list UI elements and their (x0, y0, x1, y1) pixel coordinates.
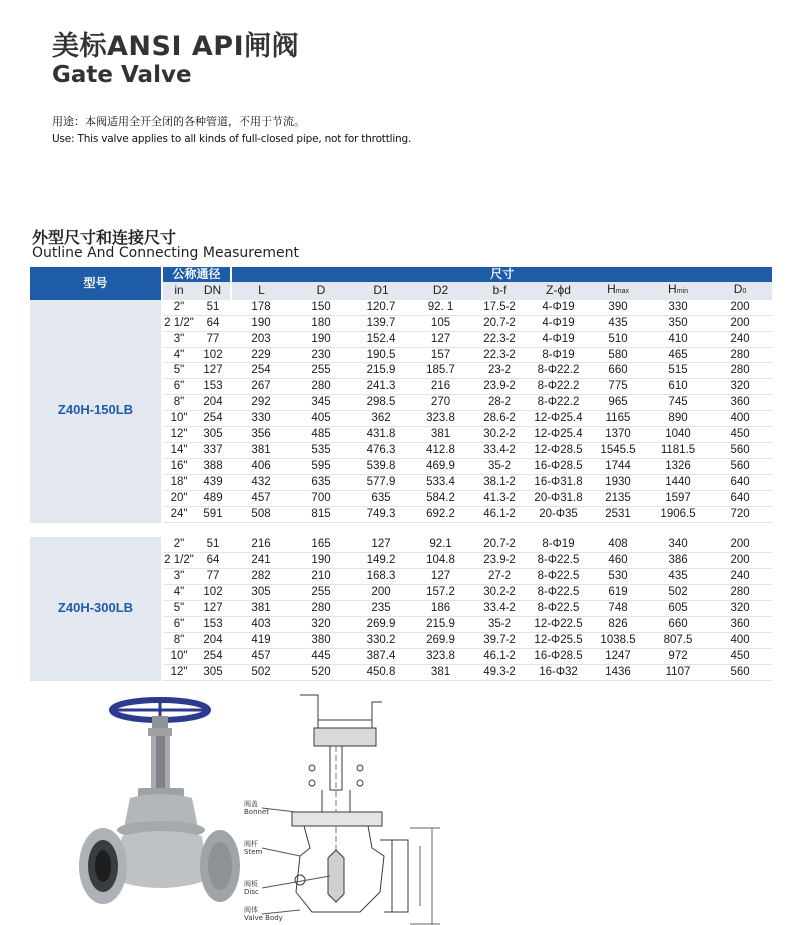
table-cell-d: 380 (291, 632, 351, 648)
table-cell-in: 20" (162, 490, 195, 506)
dimension-table (30, 267, 772, 681)
table-cell-d0: 320 (708, 601, 772, 617)
table-cell-d0: 450 (708, 648, 772, 664)
table-cell-d0: 450 (708, 427, 772, 443)
table-cell-d1: 200 (351, 585, 411, 601)
table-cell-d0: 560 (708, 458, 772, 474)
model-name-cell: Z40H-150LB (30, 300, 162, 522)
table-cell-h-max: 390 (588, 300, 648, 315)
table-cell-z-d: 8-Φ22.2 (529, 379, 588, 395)
page-title-en: Gate Valve (52, 62, 192, 88)
table-cell-l: 381 (231, 442, 291, 458)
table-cell-dn: 305 (195, 427, 231, 443)
table-cell-dn: 102 (195, 347, 231, 363)
table-cell-d1: 241.3 (351, 379, 411, 395)
table-cell-dn: 204 (195, 395, 231, 411)
table-cell-d: 150 (291, 300, 351, 315)
table-cell-h-max: 1436 (588, 664, 648, 680)
table-cell-in: 18" (162, 474, 195, 490)
table-cell-z-d: 12-Φ25.4 (529, 427, 588, 443)
table-cell-d: 445 (291, 648, 351, 664)
table-cell-l: 203 (231, 331, 291, 347)
table-cell-in: 6" (162, 379, 195, 395)
table-cell-l: 292 (231, 395, 291, 411)
table-cell-l: 457 (231, 648, 291, 664)
column-header-h-max: Hmax (588, 282, 648, 300)
table-cell-h-min: 330 (648, 300, 708, 315)
table-cell-b-f: 38.1-2 (470, 474, 529, 490)
table-cell-b-f: 23.9-2 (470, 379, 529, 395)
column-header-z-d: Z-ϕd (529, 282, 588, 300)
table-cell-in: 4" (162, 585, 195, 601)
table-cell-d1: 387.4 (351, 648, 411, 664)
table-cell-d0: 280 (708, 347, 772, 363)
table-cell-h-max: 580 (588, 347, 648, 363)
table-cell-h-min: 350 (648, 315, 708, 331)
table-cell-h-max: 1247 (588, 648, 648, 664)
table-cell-h-min: 610 (648, 379, 708, 395)
table-cell-b-f: 28-2 (470, 395, 529, 411)
table-cell-d: 255 (291, 585, 351, 601)
table-cell-h-max: 1370 (588, 427, 648, 443)
table-cell-z-d: 12-Φ22.5 (529, 616, 588, 632)
table-cell-d2: 412.8 (411, 442, 470, 458)
table-cell-l: 254 (231, 363, 291, 379)
table-cell-dn: 51 (195, 537, 231, 552)
table-cell-z-d: 12-Φ25.4 (529, 411, 588, 427)
table-cell-b-f: 17.5-2 (470, 300, 529, 315)
table-cell-h-min: 1107 (648, 664, 708, 680)
table-cell-in: 3" (162, 331, 195, 347)
table-cell-d: 405 (291, 411, 351, 427)
table-cell-in: 5" (162, 601, 195, 617)
table-cell-b-f: 20.7-2 (470, 537, 529, 552)
table-cell-l: 305 (231, 585, 291, 601)
table-cell-l: 178 (231, 300, 291, 315)
table-cell-h-max: 510 (588, 331, 648, 347)
table-cell-d2: 186 (411, 601, 470, 617)
table-cell-l: 356 (231, 427, 291, 443)
label-stem-en: Stem (244, 848, 263, 856)
table-cell-h-max: 965 (588, 395, 648, 411)
table-cell-h-max: 460 (588, 553, 648, 569)
table-cell-l: 190 (231, 315, 291, 331)
table-cell-l: 229 (231, 347, 291, 363)
table-cell-b-f: 39.7-2 (470, 632, 529, 648)
table-cell-l: 508 (231, 506, 291, 522)
table-cell-d1: 127 (351, 537, 411, 552)
table-cell-h-max: 1744 (588, 458, 648, 474)
table-cell-b-f: 30.2-2 (470, 427, 529, 443)
table-cell-d: 255 (291, 363, 351, 379)
table-cell-l: 241 (231, 553, 291, 569)
table-cell-d2: 270 (411, 395, 470, 411)
column-header-d2: D2 (411, 282, 470, 300)
table-cell-b-f: 41.3-2 (470, 490, 529, 506)
table-cell-h-min: 660 (648, 616, 708, 632)
table-cell-d1: 330.2 (351, 632, 411, 648)
table-cell-d: 815 (291, 506, 351, 522)
table-cell-d2: 323.8 (411, 411, 470, 427)
table-cell-d: 535 (291, 442, 351, 458)
table-cell-z-d: 8-Φ19 (529, 347, 588, 363)
column-header-h-min: Hmin (648, 282, 708, 300)
table-cell-h-min: 972 (648, 648, 708, 664)
table-cell-d: 635 (291, 474, 351, 490)
table-cell-d2: 92.1 (411, 537, 470, 552)
table-cell-in: 2 1/2" (162, 553, 195, 569)
table-cell-dn: 153 (195, 379, 231, 395)
table-cell-z-d: 16-Φ28.5 (529, 648, 588, 664)
table-cell-d: 230 (291, 347, 351, 363)
table-cell-d: 700 (291, 490, 351, 506)
table-cell-d2: 469.9 (411, 458, 470, 474)
table-cell-l: 381 (231, 601, 291, 617)
table-cell-d1: 362 (351, 411, 411, 427)
table-cell-b-f: 27-2 (470, 569, 529, 585)
table-cell-d0: 640 (708, 474, 772, 490)
table-cell-h-max: 1930 (588, 474, 648, 490)
table-cell-d1: 235 (351, 601, 411, 617)
table-cell-d1: 152.4 (351, 331, 411, 347)
table-cell-in: 10" (162, 411, 195, 427)
table-cell-dn: 591 (195, 506, 231, 522)
table-cell-dn: 153 (195, 616, 231, 632)
table-cell-b-f: 35-2 (470, 458, 529, 474)
table-cell-d2: 269.9 (411, 632, 470, 648)
table-cell-h-max: 408 (588, 537, 648, 552)
table-cell-h-min: 807.5 (648, 632, 708, 648)
table-cell-z-d: 12-Φ28.5 (529, 442, 588, 458)
table-cell-in: 24" (162, 506, 195, 522)
table-cell-dn: 102 (195, 585, 231, 601)
table-cell-dn: 51 (195, 300, 231, 315)
table-cell-d2: 105 (411, 315, 470, 331)
table-cell-b-f: 23.9-2 (470, 553, 529, 569)
table-cell-d: 520 (291, 664, 351, 680)
table-cell-d0: 720 (708, 506, 772, 522)
table-cell-d1: 215.9 (351, 363, 411, 379)
table-cell-in: 2" (162, 300, 195, 315)
table-cell-d0: 360 (708, 395, 772, 411)
table-body (30, 300, 772, 680)
table-cell-dn: 127 (195, 363, 231, 379)
table-cell-z-d: 8-Φ22.2 (529, 363, 588, 379)
table-cell-d2: 157.2 (411, 585, 470, 601)
table-cell-d1: 431.8 (351, 427, 411, 443)
table-cell-b-f: 46.1-2 (470, 506, 529, 522)
table-cell-h-max: 748 (588, 601, 648, 617)
table-cell-b-f: 35-2 (470, 616, 529, 632)
table-cell-d: 165 (291, 537, 351, 552)
table-cell-d: 485 (291, 427, 351, 443)
table-cell-l: 419 (231, 632, 291, 648)
table-cell-z-d: 16-Φ28.5 (529, 458, 588, 474)
table-cell-d: 345 (291, 395, 351, 411)
table-cell-h-max: 1545.5 (588, 442, 648, 458)
table-cell-d0: 640 (708, 490, 772, 506)
table-cell-d2: 215.9 (411, 616, 470, 632)
table-cell-h-min: 515 (648, 363, 708, 379)
table-cell-d2: 381 (411, 664, 470, 680)
table-cell-d1: 539.8 (351, 458, 411, 474)
column-header-l: L (231, 282, 291, 300)
table-cell-b-f: 49.3-2 (470, 664, 529, 680)
page-title-cn: 美标ANSI API闸阀 (52, 31, 300, 62)
table-cell-b-f: 28.6-2 (470, 411, 529, 427)
table-cell-h-min: 340 (648, 537, 708, 552)
table-cell-d: 190 (291, 553, 351, 569)
table-cell-d2: 185.7 (411, 363, 470, 379)
table-cell-dn: 204 (195, 632, 231, 648)
table-cell-b-f: 20.7-2 (470, 315, 529, 331)
section-heading-en: Outline And Connecting Measurement (32, 245, 299, 261)
column-header-in: in (162, 282, 195, 300)
usage-text-en: Use: This valve applies to all kinds of full-closed pipe, not for throttling. (52, 133, 412, 145)
table-cell-d1: 168.3 (351, 569, 411, 585)
table-cell-d: 280 (291, 379, 351, 395)
table-cell-d1: 577.9 (351, 474, 411, 490)
table-cell-h-max: 530 (588, 569, 648, 585)
table-cell-z-d: 16-Φ31.8 (529, 474, 588, 490)
table-cell-z-d: 20-Φ35 (529, 506, 588, 522)
table-cell-d1: 269.9 (351, 616, 411, 632)
table-cell-d2: 92. 1 (411, 300, 470, 315)
table-cell-d1: 450.8 (351, 664, 411, 680)
table-cell-in: 16" (162, 458, 195, 474)
table-cell-d1: 190.5 (351, 347, 411, 363)
table-cell-d: 595 (291, 458, 351, 474)
table-cell-b-f: 33.4-2 (470, 601, 529, 617)
nominal-diameter-header: 公称通径 (162, 267, 231, 282)
table-cell-d0: 560 (708, 442, 772, 458)
table-cell-h-min: 605 (648, 601, 708, 617)
table-cell-b-f: 30.2-2 (470, 585, 529, 601)
table-cell-d0: 280 (708, 585, 772, 601)
table-cell-d0: 200 (708, 300, 772, 315)
table-cell-h-min: 435 (648, 569, 708, 585)
table-cell-b-f: 23-2 (470, 363, 529, 379)
table-cell-l: 403 (231, 616, 291, 632)
valve-photo (79, 700, 240, 904)
table-cell-h-min: 410 (648, 331, 708, 347)
table-cell-in: 2" (162, 537, 195, 552)
table-cell-h-min: 1181.5 (648, 442, 708, 458)
label-valve-body-cn: 阀体 (244, 906, 258, 914)
table-cell-d0: 400 (708, 632, 772, 648)
table-cell-in: 14" (162, 442, 195, 458)
valve-figures (0, 680, 800, 925)
table-cell-h-min: 1326 (648, 458, 708, 474)
table-cell-d1: 298.5 (351, 395, 411, 411)
table-cell-d2: 104.8 (411, 553, 470, 569)
table-cell-h-min: 502 (648, 585, 708, 601)
column-header-d1: D1 (351, 282, 411, 300)
table-cell-l: 457 (231, 490, 291, 506)
table-cell-d1: 476.3 (351, 442, 411, 458)
table-cell-d0: 320 (708, 379, 772, 395)
table-cell-d0: 200 (708, 315, 772, 331)
table-cell-dn: 388 (195, 458, 231, 474)
table-cell-d0: 240 (708, 331, 772, 347)
table-cell-dn: 254 (195, 411, 231, 427)
table-cell-h-min: 1040 (648, 427, 708, 443)
table-cell-in: 12" (162, 664, 195, 680)
table-cell-d2: 692.2 (411, 506, 470, 522)
table-cell-d0: 560 (708, 664, 772, 680)
column-header-dn: DN (195, 282, 231, 300)
table-cell-z-d: 4-Φ19 (529, 331, 588, 347)
table-cell-d2: 127 (411, 569, 470, 585)
table-cell-z-d: 12-Φ25.5 (529, 632, 588, 648)
table-cell-d0: 360 (708, 616, 772, 632)
table-cell-z-d: 16-Φ32 (529, 664, 588, 680)
table-cell-b-f: 46.1-2 (470, 648, 529, 664)
table-cell-dn: 127 (195, 601, 231, 617)
table-row (30, 537, 772, 552)
table-cell-d0: 240 (708, 569, 772, 585)
column-header-d: D (291, 282, 351, 300)
group-spacer (30, 522, 772, 537)
table-cell-in: 2 1/2" (162, 315, 195, 331)
table-cell-h-min: 1597 (648, 490, 708, 506)
table-cell-h-min: 1906.5 (648, 506, 708, 522)
table-cell-dn: 337 (195, 442, 231, 458)
table-cell-z-d: 8-Φ19 (529, 537, 588, 552)
table-cell-h-max: 2135 (588, 490, 648, 506)
table-cell-l: 267 (231, 379, 291, 395)
table-cell-z-d: 8-Φ22.5 (529, 585, 588, 601)
size-header: 尺寸 (231, 267, 772, 282)
table-cell-h-min: 465 (648, 347, 708, 363)
table-cell-d: 280 (291, 601, 351, 617)
table-cell-z-d: 4-Φ19 (529, 315, 588, 331)
table-cell-h-min: 386 (648, 553, 708, 569)
label-bonnet-en: Bonnet (244, 808, 270, 816)
table-cell-z-d: 8-Φ22.2 (529, 395, 588, 411)
table-cell-dn: 439 (195, 474, 231, 490)
table-cell-dn: 64 (195, 315, 231, 331)
table-cell-d2: 157 (411, 347, 470, 363)
table-cell-in: 8" (162, 395, 195, 411)
table-cell-h-max: 2531 (588, 506, 648, 522)
table-cell-h-max: 1165 (588, 411, 648, 427)
column-header-d0: D0 (708, 282, 772, 300)
table-cell-h-min: 1440 (648, 474, 708, 490)
table-cell-z-d: 8-Φ22.5 (529, 553, 588, 569)
table-cell-d1: 139.7 (351, 315, 411, 331)
table-cell-h-max: 826 (588, 616, 648, 632)
table-cell-z-d: 8-Φ22.5 (529, 569, 588, 585)
table-cell-b-f: 33.4-2 (470, 442, 529, 458)
section-heading-cn: 外型尺寸和连接尺寸 (32, 228, 177, 247)
label-disc-en: Disc (244, 888, 259, 896)
usage-text-cn: 用途：本阀适用全开全闭的各种管道，不用于节流。 (52, 115, 305, 128)
valve-section-drawing (262, 695, 440, 924)
table-cell-b-f: 22.3-2 (470, 331, 529, 347)
table-cell-l: 432 (231, 474, 291, 490)
table-cell-z-d: 8-Φ22.5 (529, 601, 588, 617)
table-cell-in: 4" (162, 347, 195, 363)
table-cell-l: 406 (231, 458, 291, 474)
table-cell-z-d: 4-Φ19 (529, 300, 588, 315)
table-cell-z-d: 20-Φ31.8 (529, 490, 588, 506)
table-cell-dn: 305 (195, 664, 231, 680)
table-cell-d: 210 (291, 569, 351, 585)
column-header-b-f: b-f (470, 282, 529, 300)
model-header: 型号 (30, 267, 162, 300)
label-valve-body-en: Valve Body (244, 914, 283, 922)
table-cell-d1: 149.2 (351, 553, 411, 569)
table-cell-d2: 584.2 (411, 490, 470, 506)
table-cell-l: 502 (231, 664, 291, 680)
label-bonnet-cn: 阀盖 (244, 800, 258, 808)
table-cell-h-max: 775 (588, 379, 648, 395)
table-cell-d1: 635 (351, 490, 411, 506)
table-cell-dn: 64 (195, 553, 231, 569)
table-cell-d0: 400 (708, 411, 772, 427)
table-cell-d2: 533.4 (411, 474, 470, 490)
table-cell-dn: 77 (195, 331, 231, 347)
table-cell-dn: 489 (195, 490, 231, 506)
table-cell-d: 180 (291, 315, 351, 331)
table-cell-d2: 323.8 (411, 648, 470, 664)
table-cell-l: 216 (231, 537, 291, 552)
table-cell-d: 190 (291, 331, 351, 347)
table-cell-d0: 200 (708, 537, 772, 552)
table-cell-dn: 254 (195, 648, 231, 664)
table-cell-in: 12" (162, 427, 195, 443)
table-cell-in: 6" (162, 616, 195, 632)
table-cell-d0: 280 (708, 363, 772, 379)
table-cell-l: 330 (231, 411, 291, 427)
label-disc-cn: 阀板 (244, 880, 258, 888)
table-cell-in: 5" (162, 363, 195, 379)
model-name-cell: Z40H-300LB (30, 537, 162, 680)
table-header-row-1 (30, 267, 772, 282)
table-cell-d2: 381 (411, 427, 470, 443)
table-cell-l: 282 (231, 569, 291, 585)
table-cell-h-max: 660 (588, 363, 648, 379)
table-cell-d: 320 (291, 616, 351, 632)
label-stem-cn: 阀杆 (244, 840, 258, 848)
table-cell-h-max: 1038.5 (588, 632, 648, 648)
table-cell-in: 10" (162, 648, 195, 664)
table-cell-h-min: 890 (648, 411, 708, 427)
table-cell-d2: 127 (411, 331, 470, 347)
table-cell-d1: 120.7 (351, 300, 411, 315)
table-cell-d0: 200 (708, 553, 772, 569)
table-cell-b-f: 22.3-2 (470, 347, 529, 363)
table-cell-d1: 749.3 (351, 506, 411, 522)
table-cell-h-max: 435 (588, 315, 648, 331)
table-cell-dn: 77 (195, 569, 231, 585)
table-row (30, 300, 772, 315)
table-cell-h-min: 745 (648, 395, 708, 411)
table-cell-d2: 216 (411, 379, 470, 395)
table-cell-in: 8" (162, 632, 195, 648)
table-cell-h-max: 619 (588, 585, 648, 601)
table-cell-in: 3" (162, 569, 195, 585)
